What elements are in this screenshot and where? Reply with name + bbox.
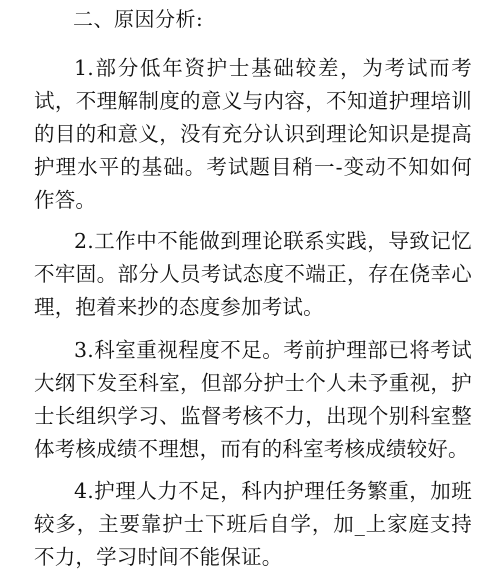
paragraph-2: 2.工作中不能做到理论联系实践，导致记忆不牢固。部分人员考试态度不端正，存在侥幸心理，抱着来抄的态度参加考试。 — [34, 229, 472, 319]
paragraph-3: 3.科室重视程度不足。考前护理部已将考试大纲下发至科室，但部分护士个人未予重视，护士长组织学习、监督考核不力，出现个别科室整体考核成绩不理想，而有的科室考核成绩较好。 — [34, 338, 472, 461]
paragraph-4: 4.护理人力不足，科内护理任务繁重，加班较多，主要靠护士下班后自学，加_上家庭支持不力，学习时间不能保证。 — [34, 479, 472, 569]
section-heading: 二、原因分析: — [73, 7, 204, 31]
paragraph-1: 1.部分低年资护士基础较差，为考试而考试，不理解制度的意义与内容，不知道护理培训的目的和意义，没有充分认识到理论知识是提高护理水平的基础。考试题目稍一-变动不知如何作答。 — [34, 56, 472, 212]
